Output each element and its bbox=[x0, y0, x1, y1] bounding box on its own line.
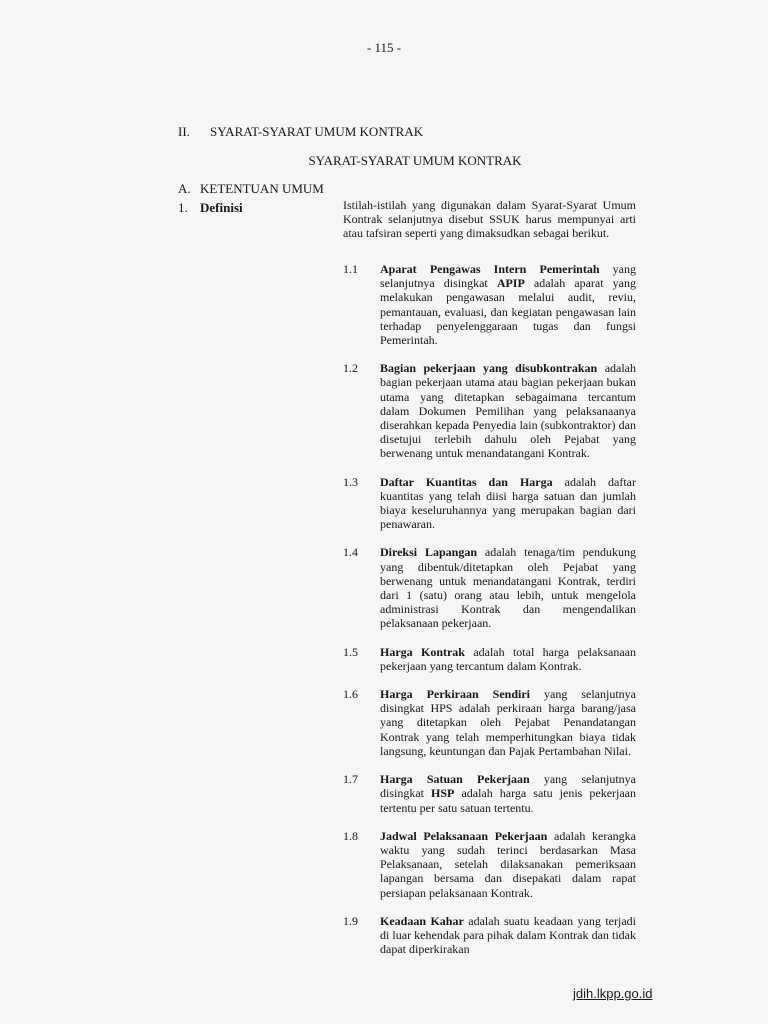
definition-text: adalah daftar kuantitas yang telah diisi harga satuan dan jumlah biaya keseluruhannya yang merupakan bagian dari penawaran. bbox=[380, 474, 637, 532]
definition-item bbox=[343, 545, 636, 630]
page-number: - 115 - bbox=[366, 40, 402, 55]
definition-item-text bbox=[380, 545, 636, 630]
definition-text: yang selanjutnya disingkat HPS adalah perkiraan harga barang/jasa yang ditetapkan oleh Pejabat Penandatangan Kontrak yang telah memperhitungkan biaya tidak langsung, keuntungan dan Pajak Pertambahan Nilai. bbox=[380, 687, 636, 758]
definition-list bbox=[343, 262, 636, 970]
definition-item bbox=[343, 475, 636, 532]
definition-item bbox=[343, 645, 636, 673]
definition-term: Aparat Pengawas Intern Pemerintah bbox=[380, 262, 600, 276]
definition-text: adalah kerangka waktu yang sudah terinci berdasarkan Masa Pelaksanaan, setelah dilaksanakan pemeriksaan lapangan bersama dan disepakati dalam rapat persiapan pelaksanaan Kontrak. bbox=[380, 828, 636, 900]
definition-term: Bagian pekerjaan yang disubkontrakan bbox=[380, 361, 598, 376]
definition-item-number: 1.6 bbox=[343, 687, 358, 702]
definition-term: Daftar Kuantitas dan Harga bbox=[380, 474, 553, 489]
definition-item-text bbox=[380, 262, 636, 347]
definition-item-text bbox=[380, 645, 636, 673]
definition-item-text bbox=[380, 687, 636, 758]
section-roman: II. bbox=[178, 124, 190, 139]
definition-term: Keadaan Kahar bbox=[380, 913, 464, 928]
definition-item-number: 1.1 bbox=[343, 262, 358, 276]
definition-item bbox=[343, 914, 636, 957]
footer-source-link[interactable]: jdih.lkpp.go.id bbox=[573, 986, 653, 1001]
definition-text: adalah bagian pekerjaan utama atau bagian pekerjaan bukan utama yang ditetapkan sebagaimana tercantum dalam Dokumen Pemilihan yang pelaksanaanya diserahkan kepada Penyedia lain (subkontraktor) dan disetujui terlebih dahulu oleh Pejabat yang berwenang untuk menandatangani Kontrak. bbox=[380, 361, 637, 461]
definition-text: adalah total harga pelaksanaan pekerjaan yang tercantum dalam Kontrak. bbox=[380, 644, 636, 673]
intro-paragraph: Istilah-istilah yang digunakan dalam Syarat-Syarat Umum Kontrak selanjutnya disebut SSUK harus mempunyai arti atau tafsiran seperti yang dimaksudkan sebagai berikut. bbox=[343, 198, 636, 241]
definition-item bbox=[343, 361, 636, 460]
definition-item bbox=[343, 772, 636, 815]
definition-item-text bbox=[380, 772, 636, 815]
definition-item-text bbox=[380, 361, 636, 460]
definition-text: yang selanjutnya disingkat bbox=[380, 772, 636, 801]
section-title: SYARAT-SYARAT UMUM KONTRAK bbox=[210, 124, 424, 139]
definition-text: adalah tenaga/tim pendukung yang dibentuk/ditetapkan oleh Pejabat yang berwenang untuk menandatangani Kontrak, terdiri dari 1 (satu) orang atau lebih, untuk mengelola administrasi Kontrak dan mengendalikan pelaksanaan pekerjaan. bbox=[380, 545, 636, 631]
definition-item-number: 1.2 bbox=[343, 361, 358, 376]
definition-item-number: 1.7 bbox=[343, 772, 358, 787]
sub-section-letter: A. bbox=[178, 181, 191, 196]
definition-abbrev: HSP bbox=[431, 786, 455, 801]
definition-heading bbox=[178, 200, 243, 216]
definition-term: Jadwal Pelaksanaan Pekerjaan bbox=[380, 828, 548, 843]
definition-term: Harga Kontrak bbox=[380, 644, 465, 659]
definition-item-number: 1.9 bbox=[343, 913, 358, 928]
definition-item-text bbox=[380, 475, 636, 532]
definition-text-cont: adalah harga satu jenis pekerjaan tertentu per satu satuan tertentu. bbox=[380, 786, 636, 815]
definition-term: Direksi Lapangan bbox=[380, 545, 478, 560]
definition-title: Definisi bbox=[200, 200, 243, 215]
definition-term: Harga Perkiraan Sendiri bbox=[380, 687, 530, 702]
definition-item-number: 1.8 bbox=[343, 828, 358, 843]
definition-text: adalah suatu keadaan yang terjadi di luar kehendak para pihak dalam Kontrak dan tidak dapat diperkirakan bbox=[380, 913, 636, 957]
definition-item-number: 1.4 bbox=[343, 545, 358, 560]
definition-item-text bbox=[380, 829, 636, 900]
definition-item-number: 1.3 bbox=[343, 474, 358, 489]
definition-text-cont: adalah aparat yang melakukan pengawasan melalui audit, reviu, pemantauan, evaluasi, dan kegiatan pengawasan lain terhadap penyelenggaraan tugas dan fungsi Pemerintah. bbox=[380, 276, 636, 348]
definition-text: yang selanjutnya disingkat bbox=[380, 262, 636, 291]
definition-abbrev: APIP bbox=[496, 276, 525, 291]
definition-term: Harga Satuan Pekerjaan bbox=[380, 772, 530, 787]
definition-item bbox=[343, 262, 636, 347]
definition-item-number: 1.5 bbox=[343, 644, 358, 659]
definition-item bbox=[343, 687, 636, 758]
sub-section-heading bbox=[178, 181, 324, 197]
definition-number: 1. bbox=[178, 200, 188, 215]
definition-item-text bbox=[380, 914, 636, 957]
section-heading bbox=[178, 124, 423, 140]
definition-item bbox=[343, 829, 636, 900]
document-title: SYARAT-SYARAT UMUM KONTRAK bbox=[308, 153, 522, 168]
sub-section-title: KETENTUAN UMUM bbox=[200, 181, 324, 196]
